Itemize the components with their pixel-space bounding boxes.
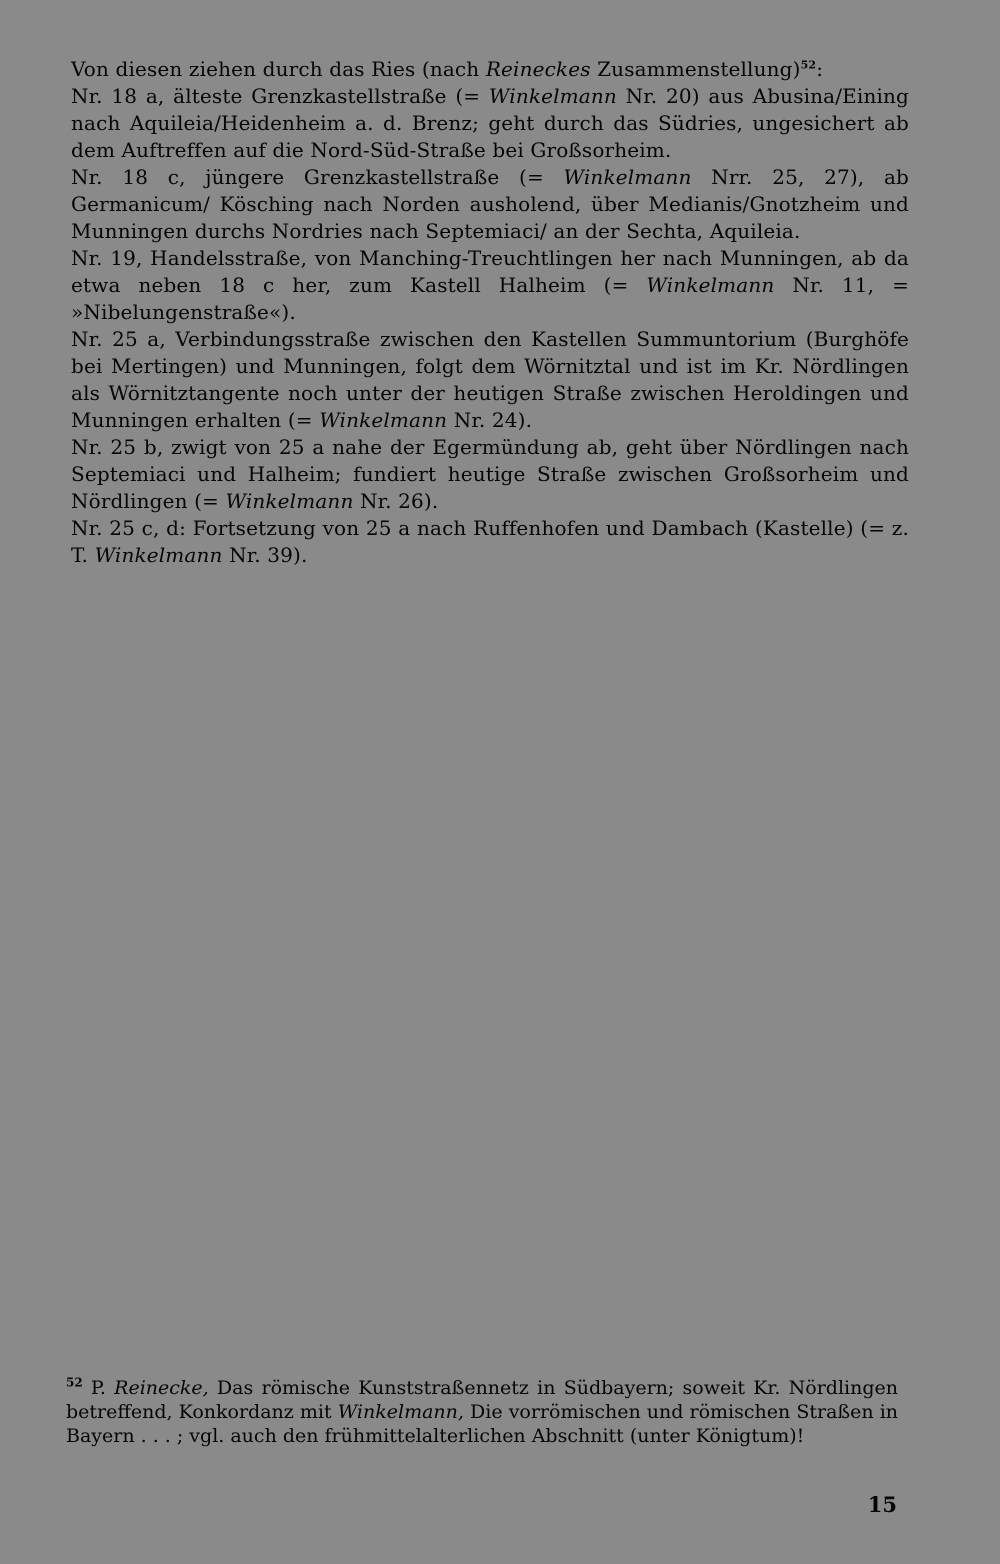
author-name-italic: Winkelmann bbox=[488, 84, 617, 108]
author-name-italic: Winkelmann bbox=[225, 489, 354, 513]
paragraph-text: Nr. 18 c, jüngere Grenzkastellstraße (= bbox=[71, 165, 564, 189]
paragraph-text: Nr. 39). bbox=[222, 543, 308, 567]
author-name-italic: Winkelmann bbox=[319, 408, 448, 432]
paragraph-intro-text: Von diesen ziehen durch das Ries (nach bbox=[71, 57, 486, 81]
paragraph-text: Nr. 18 a, älteste Grenzkastellstraße (= bbox=[71, 84, 489, 108]
paragraph-text: Nr. 11, = »Nibelungenstraße«). bbox=[71, 273, 910, 324]
author-name-italic: Winkelmann bbox=[646, 273, 775, 297]
paragraph-text: Nr. 25 a, Verbindungsstraße zwischen den Kastellen Summuntorium (Burghöfe bei Mertingen) und Munningen, folgt dem Wörnitztal und ist im Kr. Nördlingen als Wörnitztangente noch unter der heutigen Straße zwischen Heroldingen und Munningen erhalten (= bbox=[71, 327, 909, 432]
paragraph-nr25cd bbox=[71, 515, 909, 569]
paragraph-nr25b bbox=[71, 434, 909, 515]
page-number: 15 bbox=[867, 1492, 897, 1517]
author-name-italic: Winkelmann bbox=[563, 165, 692, 189]
paragraph-text: Nr. 20) aus Abusina/Eining nach Aquileia/Heidenheim a. d. Brenz; geht durch das Südries, ungesichert ab dem Auftreffen auf die Nord-Süd-Straße bei Großsorheim. bbox=[71, 84, 910, 162]
paragraph-text: Nr. 25 b, zwigt von 25 a nahe der Egermündung ab, geht über Nördlingen nach Septemiaci und Halheim; fundiert heutige Straße zwischen Großsorheim und Nördlingen (= bbox=[71, 435, 909, 513]
paragraph-intro-colon: : bbox=[816, 57, 824, 81]
paragraph-nr18a bbox=[71, 83, 909, 164]
paragraph-text: Nr. 19, Handelsstraße, von Manching-Treuchtlingen her nach Munningen, ab da etwa neben 18 c her, zum Kastell Halheim (= bbox=[71, 246, 909, 297]
footnote-reference[interactable]: 52 bbox=[800, 58, 817, 72]
paragraph-text: Nr. 26). bbox=[353, 489, 439, 513]
footnote-text: P. bbox=[82, 1377, 115, 1399]
author-name-italic: Reineckes bbox=[485, 57, 591, 81]
paragraph-intro-text-2: Zusammenstellung) bbox=[590, 57, 801, 81]
footnote-author-italic: Reinecke, bbox=[114, 1377, 209, 1399]
footnote-text: Die vorrömischen und römischen Straßen in Bayern . . . ; vgl. auch den frühmittelalterlichen Abschnitt (unter Königtum)! bbox=[66, 1401, 899, 1447]
paragraph-nr25a bbox=[71, 326, 909, 434]
paragraph-intro bbox=[71, 56, 909, 83]
footnote-marker: 52 bbox=[66, 1375, 83, 1390]
paragraph-nr18c bbox=[71, 164, 909, 245]
paragraph-nr19 bbox=[71, 245, 909, 326]
main-text-block bbox=[71, 56, 909, 569]
author-name-italic: Winkelmann bbox=[94, 543, 223, 567]
footnote bbox=[66, 1376, 898, 1448]
paragraph-text: Nrr. 25, 27), ab Germanicum/ Kösching nach Norden ausholend, über Medianis/Gnotzheim und Munningen durchs Nordries nach Septemiaci/ an der Sechta, Aquileia. bbox=[71, 165, 909, 243]
footnote-text: Das römische Kunststraßennetz in Südbayern; soweit Kr. Nördlingen betreffend, Konkordanz mit bbox=[66, 1377, 898, 1423]
paragraph-text: Nr. 25 c, d: Fortsetzung von 25 a nach Ruffenhofen und Dambach (Kastelle) (= z. T. bbox=[71, 516, 909, 567]
paragraph-text: Nr. 24). bbox=[447, 408, 533, 432]
footnote-author-italic: Winkelmann, bbox=[337, 1401, 464, 1423]
